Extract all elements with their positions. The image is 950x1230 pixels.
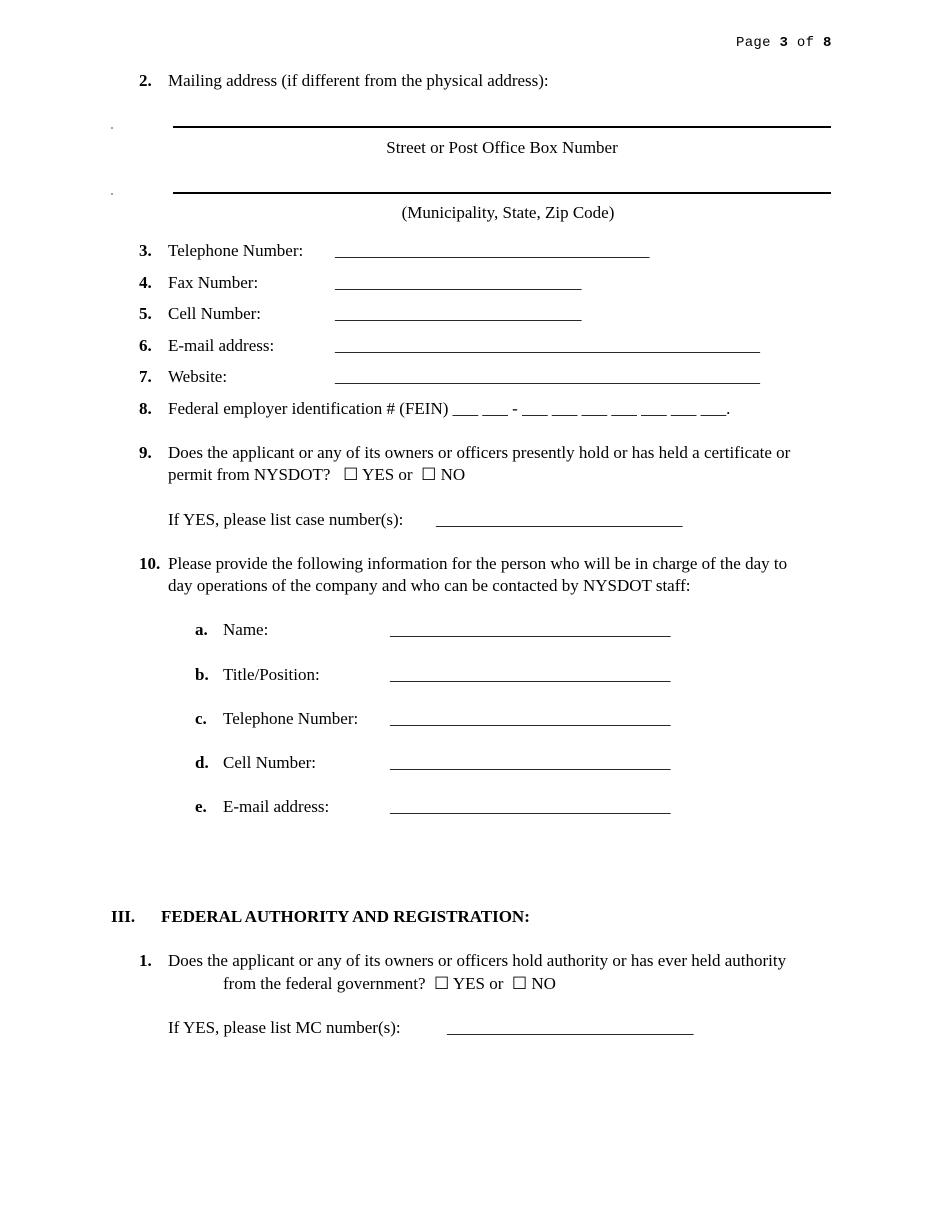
field-number: 7. bbox=[139, 367, 152, 386]
item-letter: e. bbox=[195, 797, 207, 816]
q2-label: Mailing address (if different from the physical address): bbox=[168, 71, 549, 90]
contact-email-label: E-mail address: bbox=[223, 797, 330, 816]
contact-name-label: Name: bbox=[223, 620, 269, 639]
field-number: 6. bbox=[139, 336, 152, 355]
mc-number-label: If YES, please list MC number(s): bbox=[168, 1018, 401, 1037]
contact-name-blank[interactable]: _________________________________ bbox=[390, 620, 671, 639]
s3-q1-number: 1. bbox=[139, 951, 152, 970]
contact-cell-blank[interactable]: _________________________________ bbox=[390, 753, 671, 772]
q2-number: 2. bbox=[139, 71, 152, 90]
email-label: E-mail address: bbox=[168, 336, 275, 355]
section-title: FEDERAL AUTHORITY AND REGISTRATION: bbox=[161, 907, 530, 926]
field-number: 3. bbox=[139, 241, 152, 260]
item-letter: d. bbox=[195, 753, 209, 772]
q9-no-checkbox[interactable]: ☐ bbox=[421, 465, 437, 484]
s3-q1-line1: Does the applicant or any of its owners or officers hold authority or has ever held authority bbox=[168, 951, 787, 970]
fax-label: Fax Number: bbox=[168, 273, 259, 292]
q9-no-label: NO bbox=[440, 465, 466, 484]
page-total: 8 bbox=[823, 35, 832, 51]
q9-yes-label: YES or bbox=[362, 465, 413, 484]
page-mid: of bbox=[788, 35, 824, 51]
fax-blank[interactable]: _____________________________ bbox=[335, 273, 582, 292]
s3-q1-line2 bbox=[223, 975, 556, 992]
municipality-line[interactable] bbox=[173, 192, 831, 194]
contact-email-blank[interactable]: _________________________________ bbox=[390, 797, 671, 816]
contact-title-label: Title/Position: bbox=[223, 665, 320, 684]
page-current: 3 bbox=[779, 35, 789, 51]
street-line[interactable] bbox=[173, 126, 831, 128]
margin-mark bbox=[111, 193, 113, 195]
case-number-blank[interactable]: _____________________________ bbox=[436, 510, 683, 529]
s3-q1-line2-text: from the federal government? bbox=[223, 974, 426, 993]
margin-mark bbox=[111, 127, 113, 129]
field-number: 4. bbox=[139, 273, 152, 292]
q10-number: 10. bbox=[139, 554, 161, 573]
cell-blank[interactable]: _____________________________ bbox=[335, 304, 582, 323]
s3-no-checkbox[interactable]: ☐ bbox=[511, 974, 528, 993]
q9-line2-text: permit from NYSDOT? bbox=[168, 465, 331, 484]
q8-number: 8. bbox=[139, 399, 152, 418]
section-numeral: III. bbox=[111, 907, 136, 926]
email-blank[interactable]: __________________________________________________ bbox=[335, 336, 760, 355]
contact-telephone-label: Telephone Number: bbox=[223, 709, 359, 728]
q10-line1: Please provide the following information for the person who will be in charge of the day to bbox=[168, 554, 788, 573]
page-prefix: Page bbox=[736, 35, 780, 51]
q9-number: 9. bbox=[139, 443, 152, 462]
cell-label: Cell Number: bbox=[168, 304, 262, 323]
s3-no-label: NO bbox=[531, 974, 556, 993]
q9-line1: Does the applicant or any of its owners or officers presently hold or has held a certificate or bbox=[168, 443, 791, 462]
website-blank[interactable]: __________________________________________________ bbox=[335, 367, 760, 386]
street-caption: Street or Post Office Box Number bbox=[386, 138, 618, 157]
contact-telephone-blank[interactable]: _________________________________ bbox=[390, 709, 671, 728]
website-label: Website: bbox=[168, 367, 228, 386]
telephone-blank[interactable]: _____________________________________ bbox=[335, 241, 650, 260]
mc-number-blank[interactable]: _____________________________ bbox=[447, 1018, 694, 1037]
contact-cell-label: Cell Number: bbox=[223, 753, 317, 772]
telephone-label: Telephone Number: bbox=[168, 241, 304, 260]
item-letter: b. bbox=[195, 665, 209, 684]
contact-title-blank[interactable]: _________________________________ bbox=[390, 665, 671, 684]
item-letter: a. bbox=[195, 620, 208, 639]
q9-line2 bbox=[168, 466, 465, 483]
municipality-caption: (Municipality, State, Zip Code) bbox=[401, 203, 615, 222]
s3-yes-label: YES or bbox=[452, 974, 504, 993]
field-number: 5. bbox=[139, 304, 152, 323]
fein-field[interactable]: Federal employer identification # (FEIN) ___ ___ - ___ ___ ___ ___ ___ ___ ___. bbox=[168, 399, 731, 418]
q9-yes-checkbox[interactable]: ☐ bbox=[343, 465, 359, 484]
q10-line2: day operations of the company and who can be contacted by NYSDOT staff: bbox=[168, 576, 691, 595]
q9-followup-label: If YES, please list case number(s): bbox=[168, 510, 404, 529]
item-letter: c. bbox=[195, 709, 207, 728]
s3-yes-checkbox[interactable]: ☐ bbox=[434, 974, 450, 993]
page-number bbox=[736, 36, 832, 50]
